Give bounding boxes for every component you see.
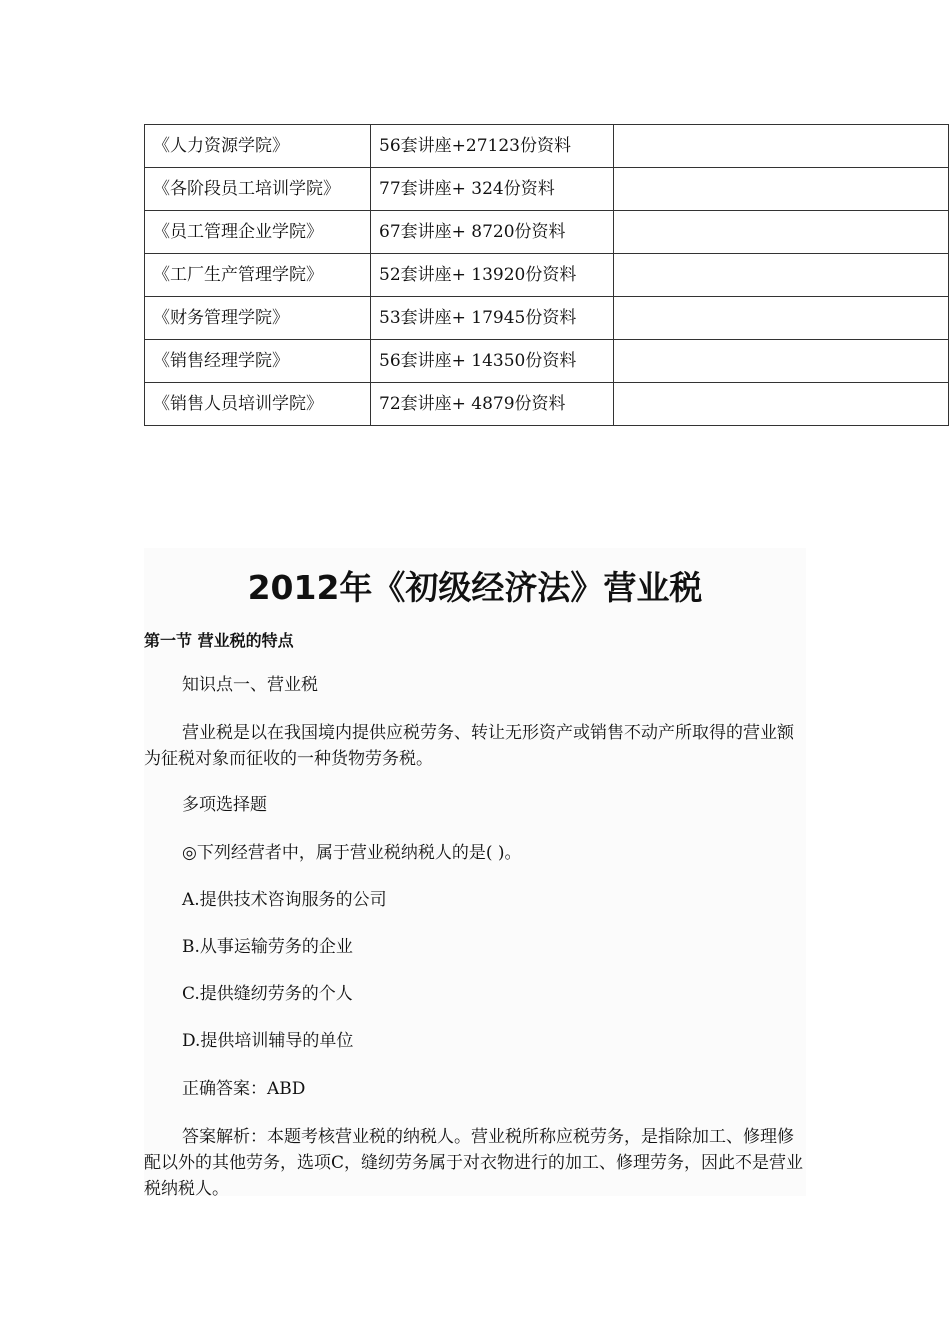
table-row — [145, 340, 949, 383]
knowledge-point: 知识点一、营业税 — [182, 675, 318, 695]
catalog-note — [614, 297, 949, 340]
catalog-name: 《人力资源学院》 — [145, 125, 371, 168]
catalog-note — [614, 211, 949, 254]
table-row — [145, 383, 949, 426]
catalog-count: 56套讲座+27123份资料 — [371, 125, 614, 168]
table-row — [145, 211, 949, 254]
question-stem: ◎下列经营者中，属于营业税纳税人的是( )。 — [182, 843, 522, 863]
question-type: 多项选择题 — [182, 795, 267, 815]
table-row — [145, 125, 949, 168]
document-body — [144, 548, 806, 1199]
catalog-name: 《销售人员培训学院》 — [145, 383, 371, 426]
catalog-table — [144, 124, 949, 426]
catalog-name: 《员工管理企业学院》 — [145, 211, 371, 254]
section-heading: 第一节 营业税的特点 — [144, 631, 294, 650]
correct-answer: 正确答案：ABD — [182, 1079, 306, 1099]
catalog-name: 《工厂生产管理学院》 — [145, 254, 371, 297]
table-row — [145, 297, 949, 340]
catalog-count: 72套讲座+ 4879份资料 — [371, 383, 614, 426]
definition-paragraph: 营业税是以在我国境内提供应税劳务、转让无形资产或销售不动产所取得的营业额为征税对象而征收的一种货物劳务税。 — [144, 723, 794, 769]
catalog-name: 《财务管理学院》 — [145, 297, 371, 340]
catalog-note — [614, 168, 949, 211]
catalog-count: 53套讲座+ 17945份资料 — [371, 297, 614, 340]
catalog-note — [614, 125, 949, 168]
catalog-note — [614, 383, 949, 426]
catalog-count: 67套讲座+ 8720份资料 — [371, 211, 614, 254]
option-c: C.提供缝纫劳务的个人 — [182, 984, 353, 1004]
catalog-count: 52套讲座+ 13920份资料 — [371, 254, 614, 297]
catalog-note — [614, 340, 949, 383]
option-a: A.提供技术咨询服务的公司 — [182, 890, 387, 910]
option-d: D.提供培训辅导的单位 — [182, 1031, 354, 1051]
page-title: 2012年《初级经济法》营业税 — [247, 568, 703, 607]
catalog-name: 《各阶段员工培训学院》 — [145, 168, 371, 211]
catalog-name: 《销售经理学院》 — [145, 340, 371, 383]
table-row — [145, 168, 949, 211]
catalog-count: 56套讲座+ 14350份资料 — [371, 340, 614, 383]
table-row — [145, 254, 949, 297]
option-b: B.从事运输劳务的企业 — [182, 937, 353, 957]
catalog-note — [614, 254, 949, 297]
answer-explanation: 答案解析：本题考核营业税的纳税人。营业税所称应税劳务，是指除加工、修理修配以外的其他劳务，选项C，缝纫劳务属于对衣物进行的加工、修理劳务，因此不是营业税纳税人。 — [144, 1127, 804, 1199]
catalog-count: 77套讲座+ 324份资料 — [371, 168, 614, 211]
